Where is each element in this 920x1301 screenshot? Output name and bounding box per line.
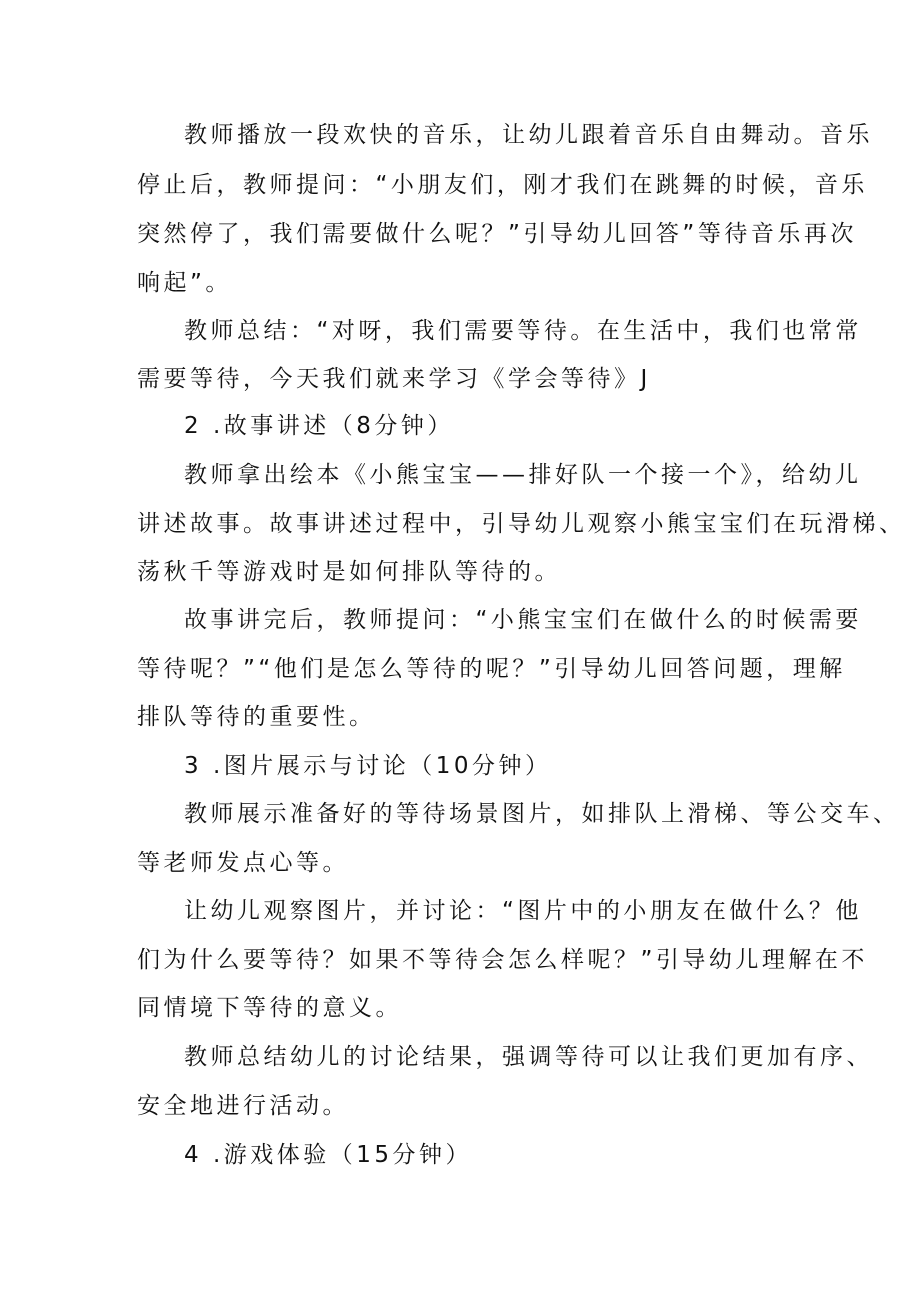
paragraph-line: 等老师发点心等。 xyxy=(137,850,349,876)
paragraph-line: 停止后，教师提问：“小朋友们，刚才我们在跳舞的时候，音乐 xyxy=(137,172,868,198)
paragraph-line: 需要等待，今天我们就来学习《学会等待》J xyxy=(137,366,651,392)
paragraph-line: 荡秋千等游戏时是如何排队等待的。 xyxy=(137,559,561,585)
paragraph-line: 等待呢？”“他们是怎么等待的呢？”引导幼儿回答问题，理解 xyxy=(137,656,846,682)
paragraph-line: 教师总结：“对呀，我们需要等待。在生活中，我们也常常 xyxy=(184,318,862,344)
paragraph-line: 同情境下等待的意义。 xyxy=(137,995,402,1021)
paragraph-line: 响起”。 xyxy=(137,270,232,296)
paragraph-line: 故事讲完后，教师提问：“小熊宝宝们在做什么的时候需要 xyxy=(184,607,862,633)
section-heading: 3 .图片展示与讨论（10分钟） xyxy=(184,753,552,779)
paragraph-line: 教师展示准备好的等待场景图片，如排队上滑梯、等公交车、 xyxy=(184,801,900,827)
paragraph-line: 安全地进行活动。 xyxy=(137,1093,349,1119)
paragraph-line: 突然停了，我们需要做什么呢？”引导幼儿回答”等待音乐再次 xyxy=(137,221,857,247)
paragraph-line: 讲述故事。故事讲述过程中，引导幼儿观察小熊宝宝们在玩滑梯、 xyxy=(137,511,906,537)
section-heading: 2 .故事讲述（8分钟） xyxy=(184,413,454,439)
paragraph-line: 让幼儿观察图片，并讨论：“图片中的小朋友在做什么？他 xyxy=(184,898,862,924)
paragraph-line: 们为什么要等待？如果不等待会怎么样呢？”引导幼儿理解在不 xyxy=(137,947,868,973)
paragraph-line: 教师总结幼儿的讨论结果，强调等待可以让我们更加有序、 xyxy=(184,1044,873,1070)
paragraph-line: 教师播放一段欢快的音乐，让幼儿跟着音乐自由舞动。音乐 xyxy=(184,122,873,148)
section-heading: 4 .游戏体验（15分钟） xyxy=(184,1142,473,1168)
paragraph-line: 教师拿出绘本《小熊宝宝——排好队一个接一个》，给幼儿 xyxy=(184,462,862,488)
paragraph-line: 排队等待的重要性。 xyxy=(137,704,376,730)
